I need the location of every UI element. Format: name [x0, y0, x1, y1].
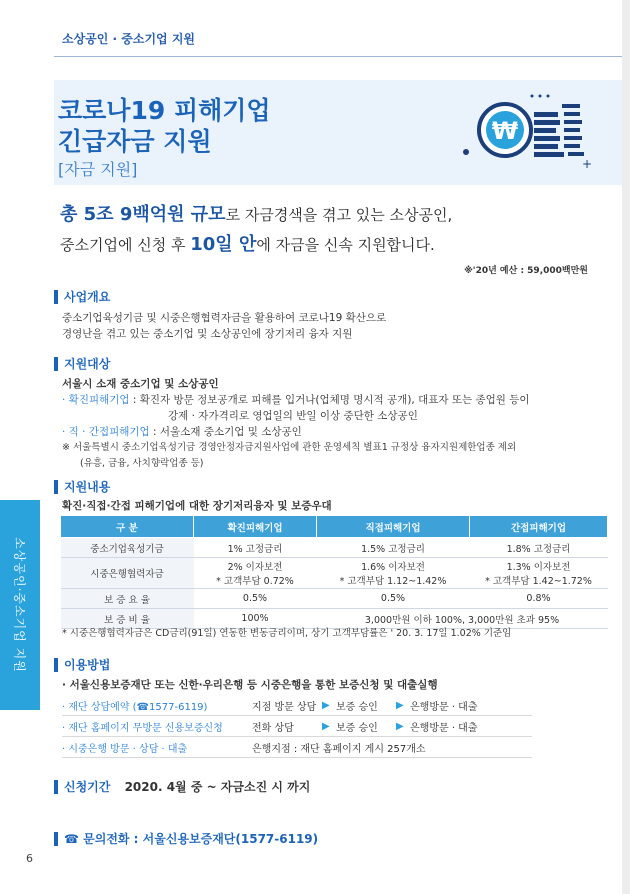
table-header: 구 분 [61, 516, 194, 538]
eligibility-heading: 서울시 소재 중소기업 및 소상공인 [62, 378, 219, 390]
usage-method: · 재단 상담예약 (☎1577-6119) [62, 701, 208, 713]
period-value: 2020. 4월 중 ~ 자금소진 시 까지 [124, 780, 311, 794]
usage-step: 보증 승인 [336, 722, 378, 734]
indirect-damage-label: · 직 · 간접피해기업 [62, 426, 150, 438]
table-header: 간접피해기업 [470, 516, 608, 538]
overview-line-2: 경영난을 겪고 있는 중소기업 및 소상공인에 장기저리 융자 지원 [62, 328, 353, 340]
svg-text:₩: ₩ [491, 117, 519, 145]
lead-highlight-days: 10일 안 [190, 234, 257, 255]
lead-text [60, 200, 452, 260]
list-item [62, 695, 532, 716]
usage-method: · 재단 홈페이지 무방문 신용보증신청 [62, 722, 223, 734]
svg-text:+: + [582, 157, 593, 171]
divider [54, 56, 622, 57]
usage-heading: · 서울신용보증재단 또는 신한·우리은행 등 시중은행을 통한 보증신청 및 대출실행 [62, 679, 438, 691]
lead-highlight-amount: 총 5조 9백억원 규모 [60, 204, 226, 225]
won-coin-icon [460, 90, 593, 171]
table-cell: 보 증 요 율 [61, 589, 194, 609]
subtitle: [자금 지원] [58, 160, 138, 179]
lead-text-2: 중소기업에 신청 후 [60, 236, 191, 254]
sidebar-text: 소상공인·중소기업 지원 [12, 537, 27, 673]
arrow-right-icon: ▶ [396, 699, 404, 711]
section-usage-title: 이용방법 [54, 658, 110, 672]
contact-text: 문의전화 : 서울신용보증재단(1577-6119) [83, 832, 319, 846]
table-header: 확진피해기업 [194, 516, 317, 538]
table-row [61, 538, 608, 558]
eligibility-note: ※ 서울특별시 중소기업육성기금 경영안정자금지원사업에 관한 운영세칙 별표1 규정상 융자지원제한업종 제외 [62, 442, 517, 453]
usage-step: 전화 상담 [252, 722, 294, 734]
support-footnote: * 시중은행협력자금은 CD금리(91일) 연동한 변동금리이며, 상기 고객부담률은 ' 20. 3. 17일 1.02% 기준임 [62, 628, 512, 639]
list-item [62, 737, 532, 758]
usage-method: · 시중은행 방문 · 상담 · 대출 [62, 743, 188, 755]
section-eligibility-text [62, 376, 530, 472]
title-line-2: 긴급자금 지원 [58, 127, 212, 156]
usage-step: 은행지점 : 재단 홈페이지 게시 257개소 [252, 743, 426, 755]
table-cell: 보 증 비 율 [61, 609, 194, 629]
table-row [61, 558, 608, 589]
list-item [62, 716, 532, 737]
indirect-damage-text: : 서울소재 중소기업 및 소상공인 [149, 426, 302, 438]
section-period [54, 780, 324, 794]
direct-damage-label: · 확진피해기업 [62, 394, 130, 406]
page-number: 6 [26, 852, 33, 865]
arrow-right-icon: ▶ [322, 699, 330, 711]
section-overview-text [62, 310, 386, 342]
table-row [61, 589, 608, 609]
table-cell: 1.8% 고정금리 [470, 538, 608, 558]
contact-line [54, 832, 364, 846]
lead-text-1: 로 자금경색을 겪고 있는 소상공인, [225, 206, 453, 224]
title-line-1: 코로나19 피해기업 [58, 96, 271, 125]
table-cell: 1% 고정금리 [194, 538, 317, 558]
section-overview-title: 사업개요 [54, 290, 110, 304]
sidebar [0, 0, 40, 894]
table-cell: 0.8% [470, 589, 608, 609]
table-cell: 1.6% 이자보전 * 고객부담 1.12~1.42% [317, 558, 470, 589]
table-header: 직접피해기업 [317, 516, 470, 538]
arrow-right-icon: ▶ [322, 720, 330, 732]
overview-line-1: 중소기업육성기금 및 시중은행협력자금을 활용하여 코로나19 확산으로 [62, 312, 387, 324]
section-eligibility-title: 지원대상 [54, 357, 110, 371]
lead-text-3: 에 자금을 신속 지원합니다. [256, 236, 435, 254]
page-title [58, 95, 271, 157]
table-cell: 3,000만원 이하 100%, 3,000만원 초과 95% [317, 609, 608, 629]
direct-damage-text: : 확진자 방문 정보공개로 피해를 입거나(업체명 명시적 공개), 대표자 또는 종업원 등이 [129, 394, 530, 406]
table-cell: 2% 이자보전 * 고객부담 0.72% [194, 558, 317, 589]
page [40, 0, 622, 894]
table-cell: 1.5% 고정금리 [317, 538, 470, 558]
table-cell: 0.5% [194, 589, 317, 609]
usage-step: 은행방문 · 대출 [410, 722, 478, 734]
category-label: 소상공인 · 중소기업 지원 [62, 32, 196, 46]
table-cell: 시중은행협력자금 [61, 558, 194, 589]
period-title: 신청기간 [64, 780, 111, 794]
usage-step: 은행방문 · 대출 [410, 701, 478, 713]
usage-step: 지점 방문 상담 [252, 701, 317, 713]
arrow-right-icon: ▶ [396, 720, 404, 732]
support-heading: 확진·직접·간접 피해기업에 대한 장기저리융자 및 보증우대 [62, 500, 332, 512]
direct-damage-text-2: 강제 · 자가격리로 영업일의 반일 이상 중단한 소상공인 [168, 410, 418, 422]
eligibility-note-2: (유흥, 금융, 사치향락업종 등) [80, 458, 204, 469]
support-table [60, 515, 608, 629]
budget-note: ※'20년 예산 : 59,000백만원 [464, 266, 588, 276]
table-cell: 0.5% [317, 589, 470, 609]
usage-list [62, 695, 532, 758]
usage-step: 보증 승인 [336, 701, 378, 713]
table-cell: 100% [194, 609, 317, 629]
table-cell: 1.3% 이자보전 * 고객부담 1.42~1.72% [470, 558, 608, 589]
table-cell: 중소기업육성기금 [61, 538, 194, 558]
phone-icon: ☎ [64, 832, 79, 846]
section-support-title: 지원내용 [54, 480, 110, 494]
